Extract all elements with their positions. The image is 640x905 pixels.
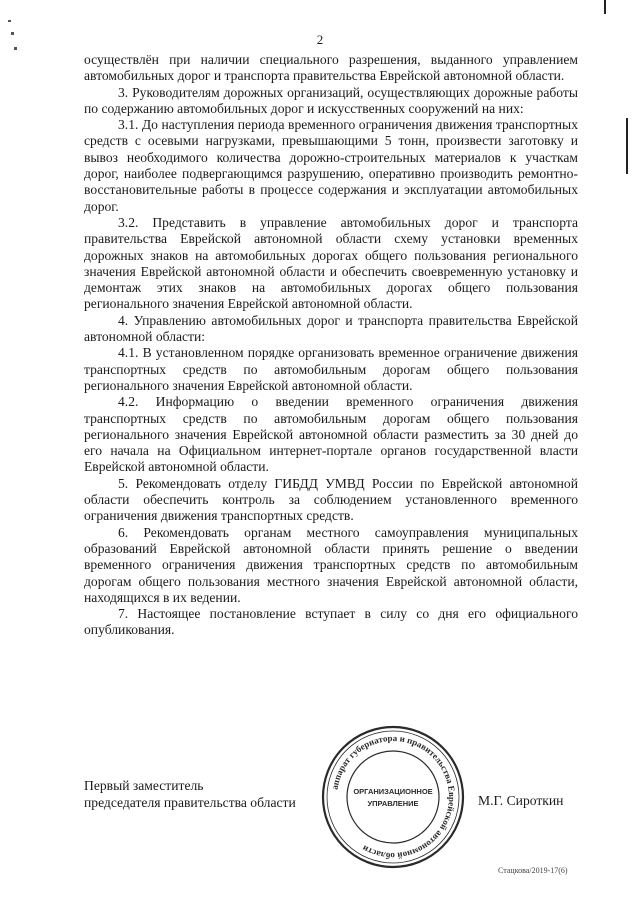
- paragraph: 4. Управлению автомобильных дорог и транспорта правительства Еврейской автономной области:: [84, 312, 578, 345]
- document-code: Стацкова/2019-17(6): [498, 866, 568, 875]
- signatory-position-line: Первый заместитель: [84, 778, 204, 793]
- paragraph: 5. Рекомендовать отделу ГИБДД УМВД России по Еврейской автономной области обеспечить контроль за соблюдением установленного временного ограничения движения транспортных средств.: [84, 475, 578, 524]
- paragraph: 3. Руководителям дорожных организаций, осуществляющих дорожные работы по содержанию автомобильных дорог и искусственных сооружений на них:: [84, 84, 578, 116]
- stamp-ring-text: аппарат губернатора и правительства Еврейской автономной области: [329, 732, 458, 862]
- paragraph: 6. Рекомендовать органам местного самоуправления муниципальных образований Еврейской автономной области принять решение о введении временного ограничения движения транспортных средств по автомобильным дорогам общего пользования местного значения Еврейской автономной области, находящихся в их ведении.: [84, 524, 578, 605]
- paragraph: 3.2. Представить в управление автомобильных дорог и транспорта правительства Еврейской автономной области схему установки временных дорожных знаков на автомобильных дорогах общего пользования регионального значения Еврейской автономной области и обеспечить своевременную установку и демонтаж этих знаков на автомобильных дорогах общего пользования регионального значения Еврейской автономной области.: [84, 214, 578, 312]
- paragraph: 3.1. До наступления периода временного ограничения движения транспортных средств с осевыми нагрузками, превышающими 5 тонн, произвести заготовку и вывоз необходимого количества дорожно-строительных материалов к участкам дорог, наиболее подвергающимся разрушению, оперативно производить ремонтно-восстановительные работы в процессе содержания и эксплуатации автомобильных дорог.: [84, 117, 578, 214]
- left-scan-mark: [8, 20, 11, 22]
- paragraph: 7. Настоящее постановление вступает в силу со дня его официального опубликования.: [84, 606, 578, 638]
- right-edge-mark: [604, 0, 606, 14]
- right-edge-mark: [626, 118, 628, 174]
- document-body: [84, 52, 578, 639]
- stamp-center-line: УПРАВЛЕНИЕ: [367, 799, 419, 808]
- signatory-name: М.Г. Сироткин: [478, 793, 564, 808]
- paragraph: осуществлён при наличии специального разрешения, выданного управлением автомобильных дорог и транспорта правительства Еврейской автономной области.: [84, 52, 578, 84]
- paragraph: 4.2. Информацию о введении временного ограничения движения транспортных средств по автомобильным дорогам общего пользования регионального значения Еврейской автономной области разместить за 30 дней до его начала на Официальном интернет-портале органов государственной власти Еврейской автономной области.: [84, 394, 578, 475]
- signatory-position: [84, 777, 296, 811]
- signatory-position-line: председателя правительства области: [84, 795, 296, 810]
- stamp-center-line: ОРГАНИЗАЦИОННОЕ: [353, 787, 433, 796]
- page-number: 2: [316, 32, 324, 47]
- paragraph: 4.1. В установленном порядке организовать временное ограничение движения транспортных средств по автомобильным дорогам общего пользования регионального значения Еврейской автономной области.: [84, 345, 578, 393]
- organization-stamp: [318, 722, 468, 872]
